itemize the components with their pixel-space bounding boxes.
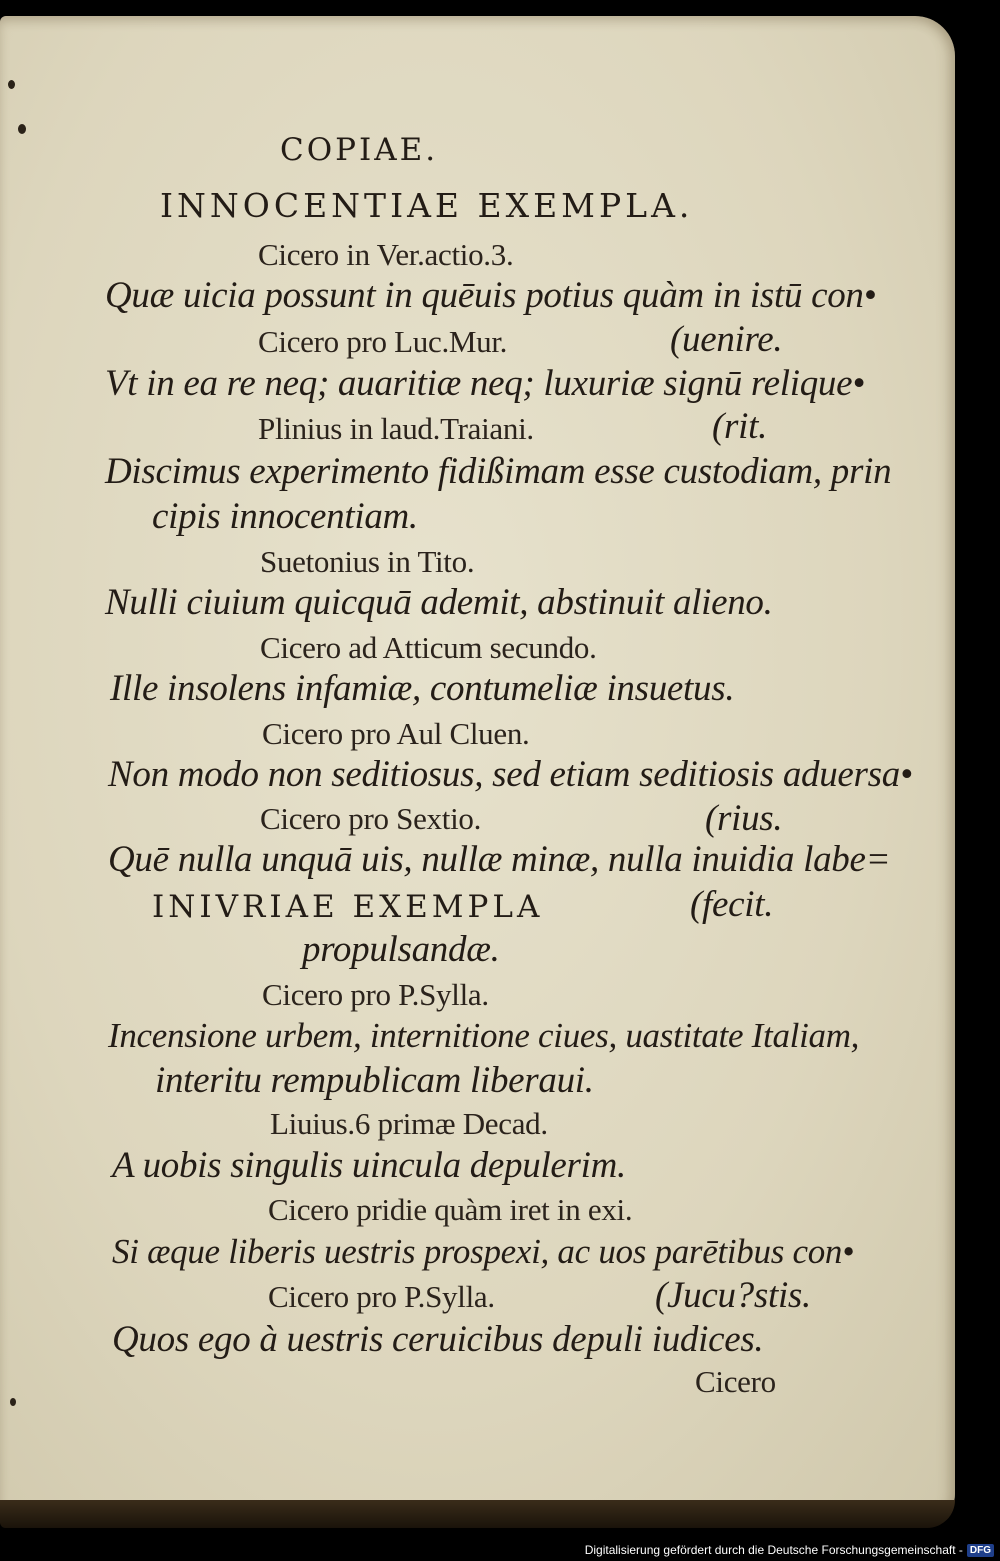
text-line: interitu rempublicam liberaui. [155,1060,594,1101]
citation: Cicero pro Luc.Mur. [258,324,508,359]
citation: Plinius in laud.Traiani. [258,411,534,446]
citation: Cicero in Ver.actio.3. [258,237,514,272]
text-line-continuation: (rius. [705,798,783,839]
ink-spot [8,80,15,89]
running-head: COPIAE. [280,132,439,168]
section-title: INNOCENTIAE EXEMPLA. [160,186,694,225]
digitization-footer [585,1543,994,1557]
text-line: cipis innocentiam. [152,496,418,537]
catchword: Cicero [695,1364,776,1399]
citation: Cicero pridie quàm iret in exi. [268,1192,633,1227]
text-line-continuation: (rit. [712,406,768,447]
citation: Cicero pro Sextio. [260,801,482,836]
page-edge [0,1500,955,1528]
section-title: INIVRIAE EXEMPLA [152,889,544,925]
text-line: Quē nulla unquā uis, nullæ minæ, nulla inuidia labe= [108,839,891,880]
text-line: Incensione urbem, internitione ciues, uastitate Italiam, [108,1016,860,1055]
text-line: Non modo non seditiosus, sed etiam seditiosis aduersa• [108,754,913,795]
text-line-continuation: (Jucu?stis. [655,1275,811,1316]
citation: Cicero pro Aul Cluen. [262,716,530,751]
citation: Cicero pro P.Sylla. [262,977,489,1012]
text-line-continuation: (uenire. [670,319,783,360]
ink-spot [10,1398,16,1406]
ink-spot [18,124,26,134]
text-line: propulsandæ. [302,929,500,970]
text-line: Nulli ciuium quicquā ademit, abstinuit alieno. [105,582,773,623]
text-line: Si æque liberis uestris prospexi, ac uos parētibus con• [112,1232,855,1271]
text-line: Quæ uicia possunt in quēuis potius quàm in istū con• [105,275,877,316]
text-line: Quos ego à uestris ceruicibus depuli iudices. [112,1319,764,1360]
citation: Suetonius in Tito. [260,544,475,579]
dfg-logo-icon: DFG [967,1544,994,1557]
citation: Liuius.6 primæ Decad. [270,1106,548,1141]
citation: Cicero ad Atticum secundo. [260,630,597,665]
footer-text: Digitalisierung gefördert durch die Deutsche Forschungsgemeinschaft - [584,1543,963,1557]
text-line: A uobis singulis uincula depulerim. [112,1145,627,1186]
text-line: Vt in ea re neq; auaritiæ neq; luxuriæ signū relique• [105,363,865,404]
citation: Cicero pro P.Sylla. [268,1279,495,1314]
text-line: Discimus experimento fidißimam esse custodiam, prin [105,451,892,492]
text-line: Ille insolens infamiæ, contumeliæ insuetus. [110,668,735,709]
text-line-continuation: (fecit. [690,884,774,925]
